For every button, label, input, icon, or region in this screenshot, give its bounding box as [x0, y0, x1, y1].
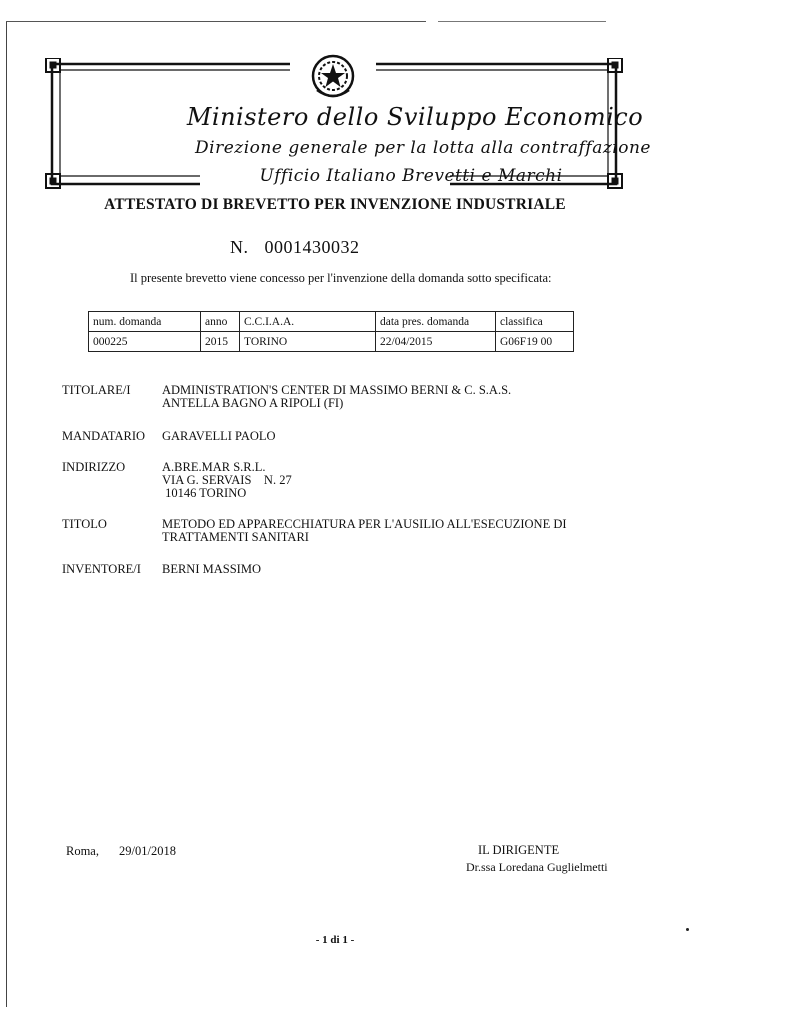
table-cell: G06F19 00: [496, 332, 574, 352]
inventor-label: INVENTORE/I: [62, 562, 141, 576]
page-number: - 1 di 1 -: [315, 934, 355, 946]
italian-republic-emblem-icon: [309, 52, 357, 100]
address-value: A.BRE.MAR S.R.L. VIA G. SERVAIS N. 27 10146 TORINO: [162, 460, 292, 500]
address-label: INDIRIZZO: [62, 460, 126, 474]
table-cell: 000225: [89, 332, 201, 352]
table-cell: TORINO: [240, 332, 376, 352]
table-header-cell: classifica: [496, 312, 574, 332]
issue-date: 29/01/2018: [119, 844, 176, 858]
table-header-cell: data pres. domanda: [376, 312, 496, 332]
scan-speck: [686, 928, 689, 931]
table-header-cell: num. domanda: [89, 312, 201, 332]
table-header-cell: anno: [201, 312, 240, 332]
table-row: [89, 332, 574, 352]
holder-value: ADMINISTRATION'S CENTER DI MASSIMO BERNI & C. S.A.S. ANTELLA BAGNO A RIPOLI (FI): [162, 383, 512, 410]
document-title: ATTESTATO DI BREVETTO PER INVENZIONE INDUSTRIALE: [104, 196, 566, 213]
agent-label: MANDATARIO: [62, 429, 146, 443]
patent-number-value: 0001430032: [264, 237, 360, 257]
table-header-cell: C.C.I.A.A.: [240, 312, 376, 332]
grant-statement: Il presente brevetto viene concesso per l'invenzione della domanda sotto specificata:: [130, 271, 552, 285]
inventor-value: BERNI MASSIMO: [162, 562, 261, 576]
application-table: [88, 311, 574, 352]
scan-edge-top: [6, 21, 606, 22]
issue-place: Roma,: [66, 844, 99, 858]
table-cell: 2015: [201, 332, 240, 352]
title-value: METODO ED APPARECCHIATURA PER L'AUSILIO ALL'ESECUZIONE DI TRATTAMENTI SANITARI: [162, 517, 567, 544]
table-cell: 22/04/2015: [376, 332, 496, 352]
holder-label: TITOLARE/I: [62, 383, 131, 397]
table-header-row: [89, 312, 574, 332]
direction-name: Direzione generale per la lotta alla contraffazione: [195, 138, 651, 158]
patent-number: [230, 237, 360, 258]
signatory-role: IL DIRIGENTE: [478, 843, 560, 857]
patent-number-prefix: N.: [230, 237, 249, 257]
agent-value: GARAVELLI PAOLO: [162, 429, 276, 443]
ministry-name: Ministero dello Sviluppo Economico: [186, 103, 644, 131]
office-name: Ufficio Italiano Brevetti e Marchi: [259, 166, 563, 186]
title-label: TITOLO: [62, 517, 107, 531]
signatory-name: Dr.ssa Loredana Guglielmetti: [466, 860, 608, 874]
